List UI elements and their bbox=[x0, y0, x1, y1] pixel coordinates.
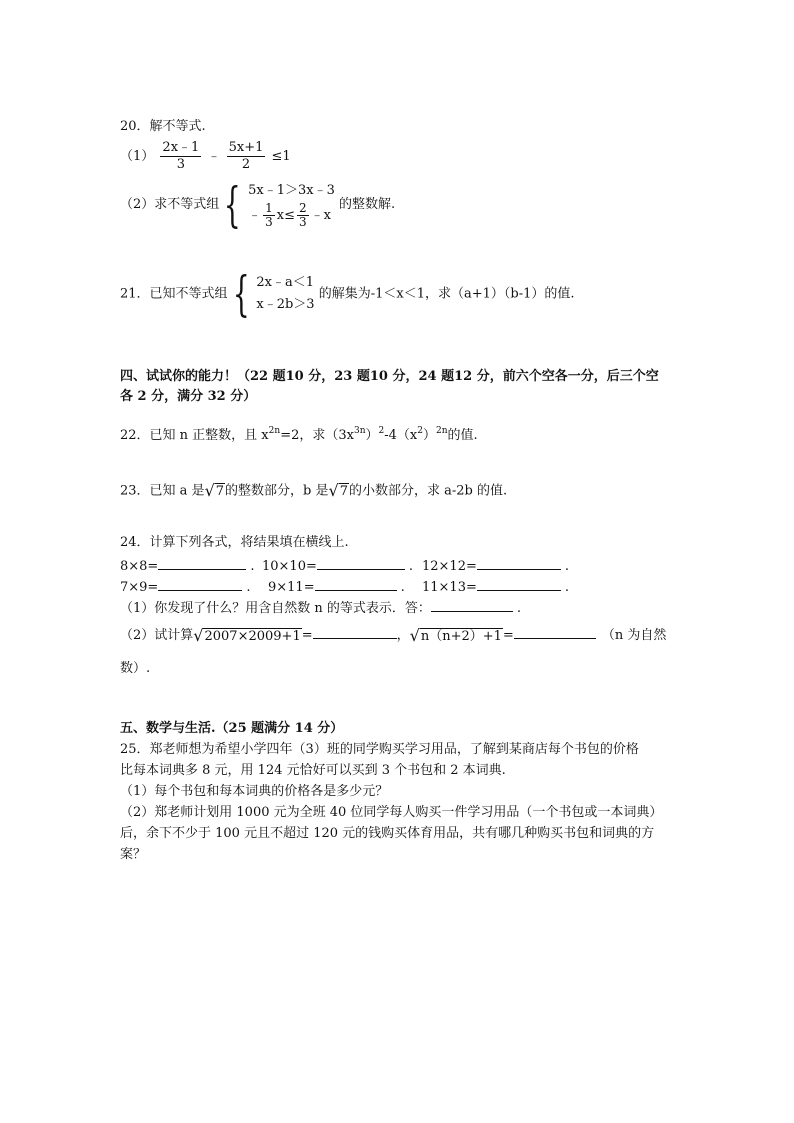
q24-comma: ， bbox=[396, 628, 410, 643]
q22-exponent-2: 3n bbox=[353, 426, 366, 436]
q24-part-2-text: （2）试计算 bbox=[120, 628, 194, 643]
q22-part-e: ） bbox=[422, 428, 436, 443]
sqrt-icon: √ bbox=[328, 481, 339, 500]
q20-fraction-1 bbox=[160, 140, 201, 173]
q24-dot: . bbox=[246, 580, 251, 595]
q20-line2-fraction-2 bbox=[297, 202, 309, 229]
q23-sqrt-1 bbox=[205, 482, 225, 500]
q22-exponent-5: 2n bbox=[436, 426, 448, 436]
q24-equals: = bbox=[502, 628, 514, 643]
system-brace-icon: { bbox=[224, 176, 242, 233]
q24-sqrt-2 bbox=[410, 627, 503, 645]
q24-sqrt-1 bbox=[193, 627, 301, 645]
q24-expr-12x12: 12×12= bbox=[422, 559, 477, 574]
q20-part1-tail: ≤1 bbox=[271, 149, 291, 164]
section-4-heading-line-2: 各 2 分，满分 32 分） bbox=[120, 389, 257, 404]
q21-lead: 21．已知不等式组 bbox=[120, 286, 228, 302]
q24-row-1-col-1 bbox=[120, 555, 254, 576]
q24-dot: . bbox=[400, 580, 405, 595]
q20-line2-fraction-2-denominator: 3 bbox=[299, 215, 307, 229]
q24-row-2-col-2 bbox=[268, 576, 405, 597]
q21-inequality-system bbox=[256, 272, 314, 316]
q20-fraction-2-numerator: 5x+1 bbox=[228, 140, 264, 155]
q24-equals: = bbox=[301, 628, 313, 643]
q23-sqrt-2-radicand: 7 bbox=[339, 484, 348, 499]
q20-system-line-1: 5x﹣1＞3x﹣3 bbox=[248, 183, 335, 198]
sqrt-icon: √ bbox=[193, 625, 204, 645]
q24-expr-8x8: 8×8= bbox=[120, 559, 159, 574]
q20-system-line-2 bbox=[248, 202, 335, 229]
sqrt-icon: √ bbox=[204, 481, 215, 500]
q24-expr-9x11: 9×11= bbox=[268, 580, 315, 595]
q24-row-2-col-1 bbox=[120, 576, 250, 597]
q20-title: 20．解不等式. bbox=[120, 119, 206, 134]
q22-part-f: 的值. bbox=[447, 428, 478, 443]
q20-part2-tail: 的整数解. bbox=[339, 197, 396, 212]
q24-dot: . bbox=[516, 601, 522, 616]
q20-line2-fraction-1-denominator: 3 bbox=[265, 215, 273, 229]
q20-fraction-1-numerator: 2x﹣1 bbox=[162, 140, 200, 155]
q20-fraction-1-denominator: 3 bbox=[176, 157, 185, 172]
q24-part-1 bbox=[120, 597, 521, 618]
q22-part-b: =2，求（3x bbox=[280, 428, 354, 443]
q22 bbox=[120, 422, 478, 445]
q24-dot: . bbox=[564, 559, 570, 574]
q24-part-2-wrap: 数）. bbox=[120, 661, 151, 676]
q20-line2-tail: ﹣x bbox=[310, 208, 331, 223]
q20-part1 bbox=[120, 140, 291, 173]
system-brace-icon: { bbox=[232, 266, 250, 322]
q24-dot: . bbox=[408, 559, 414, 574]
q24-dot: . bbox=[250, 559, 255, 574]
q23-sqrt-1-radicand: 7 bbox=[215, 484, 225, 499]
section-5-heading: 五、数学与生活.（25 题满分 14 分） bbox=[120, 721, 344, 736]
q24-title: 24．计算下列各式，将结果填在横线上. bbox=[120, 535, 349, 550]
q20-line2-fraction-1-numerator: 1 bbox=[265, 201, 273, 215]
q25-line-6: 案？ bbox=[120, 847, 147, 862]
sqrt-icon: √ bbox=[409, 625, 420, 645]
q24-part-2 bbox=[120, 624, 666, 645]
answer-blank[interactable] bbox=[158, 555, 246, 570]
answer-blank[interactable] bbox=[158, 576, 242, 591]
q20-minus: ﹣ bbox=[207, 149, 221, 164]
q25-line-2: 比每本词典多 8 元，用 124 元恰好可以买到 3 个书包和 2 本词典. bbox=[120, 763, 506, 778]
q24-row-2-col-3 bbox=[422, 576, 569, 597]
q22-part-d: -4（x bbox=[384, 428, 418, 443]
q23-part-a: 23．已知 a 是 bbox=[120, 483, 205, 499]
q24-expr-10x10: 10×10= bbox=[262, 559, 317, 574]
q25-line-1: 25．郑老师想为希望小学四年（3）班的同学购买学习用品，了解到某商店每个书包的价格 bbox=[120, 742, 639, 757]
q21 bbox=[120, 266, 575, 322]
answer-blank[interactable] bbox=[315, 576, 397, 591]
answer-blank[interactable] bbox=[313, 624, 397, 639]
answer-blank[interactable] bbox=[477, 555, 561, 570]
q20-line2-minus: ﹣ bbox=[248, 208, 262, 223]
q25-line-4: （2）郑老师计划用 1000 元为全班 40 位同学每人购买一件学习用品（一个书包或一本词典） bbox=[120, 805, 663, 820]
q23-part-b: 的整数部分，b 是 bbox=[225, 483, 329, 499]
q24-row-1-col-3 bbox=[422, 555, 569, 576]
q22-part-c: ） bbox=[365, 428, 379, 443]
q20-part1-label: （1） bbox=[120, 149, 155, 164]
q23-part-c: 的小数部分，求 a-2b 的值. bbox=[349, 483, 508, 499]
q21-system-line-2: x﹣2b＞3 bbox=[256, 297, 315, 312]
answer-blank[interactable] bbox=[317, 555, 405, 570]
answer-blank[interactable] bbox=[477, 576, 561, 591]
answer-blank[interactable] bbox=[431, 597, 513, 612]
q20-fraction-2 bbox=[227, 140, 266, 173]
q23-sqrt-2 bbox=[329, 482, 349, 500]
q25-line-5: 后，余下不少于 100 元且不超过 120 元的钱购买体育用品，共有哪几种购买书包和词典的方 bbox=[120, 826, 655, 841]
q24-row-1-col-2 bbox=[262, 555, 413, 576]
q22-part-a: 22．已知 n 正整数，且 x bbox=[120, 428, 269, 443]
answer-blank[interactable] bbox=[514, 624, 596, 639]
q20-line2-fraction-2-numerator: 2 bbox=[299, 201, 307, 215]
q24-dot: . bbox=[564, 580, 570, 595]
q24-sqrt-2-radicand: n（n+2）+1 bbox=[420, 628, 502, 644]
q22-exponent-4: 2 bbox=[417, 426, 423, 436]
q24-sqrt-1-radicand: 2007×2009+1 bbox=[204, 628, 301, 644]
q20-line2-relation: x≤ bbox=[276, 208, 295, 223]
q23 bbox=[120, 482, 507, 501]
q22-exponent-1: 2n bbox=[268, 426, 281, 436]
q20-fraction-2-denominator: 2 bbox=[241, 157, 251, 172]
q20-part2-label: （2）求不等式组 bbox=[120, 197, 220, 212]
section-4-heading-line-1: 四、试试你的能力！（22 题10 分，23 题10 分，24 题12 分，前六个空各一分，后三个空 bbox=[120, 369, 659, 384]
q21-tail: 的解集为-1＜x＜1，求（a+1）（b-1）的值. bbox=[318, 286, 575, 302]
q20-line2-fraction-1 bbox=[263, 202, 275, 229]
q24-expr-11x13: 11×13= bbox=[422, 580, 477, 595]
q21-system-line-1: 2x﹣a＜1 bbox=[256, 275, 314, 290]
q24-part-2-tail: （n 为自然 bbox=[601, 628, 667, 643]
q20-part2 bbox=[120, 176, 396, 233]
q24-expr-7x9: 7×9= bbox=[120, 580, 159, 595]
q22-exponent-3: 2 bbox=[378, 426, 385, 436]
q25-line-3: （1）每个书包和每本词典的价格各是多少元？ bbox=[120, 784, 389, 799]
q20-inequality-system bbox=[248, 180, 335, 229]
q24-part-1-text: （1）你发现了什么？用含自然数 n 的等式表示．答： bbox=[120, 601, 431, 616]
